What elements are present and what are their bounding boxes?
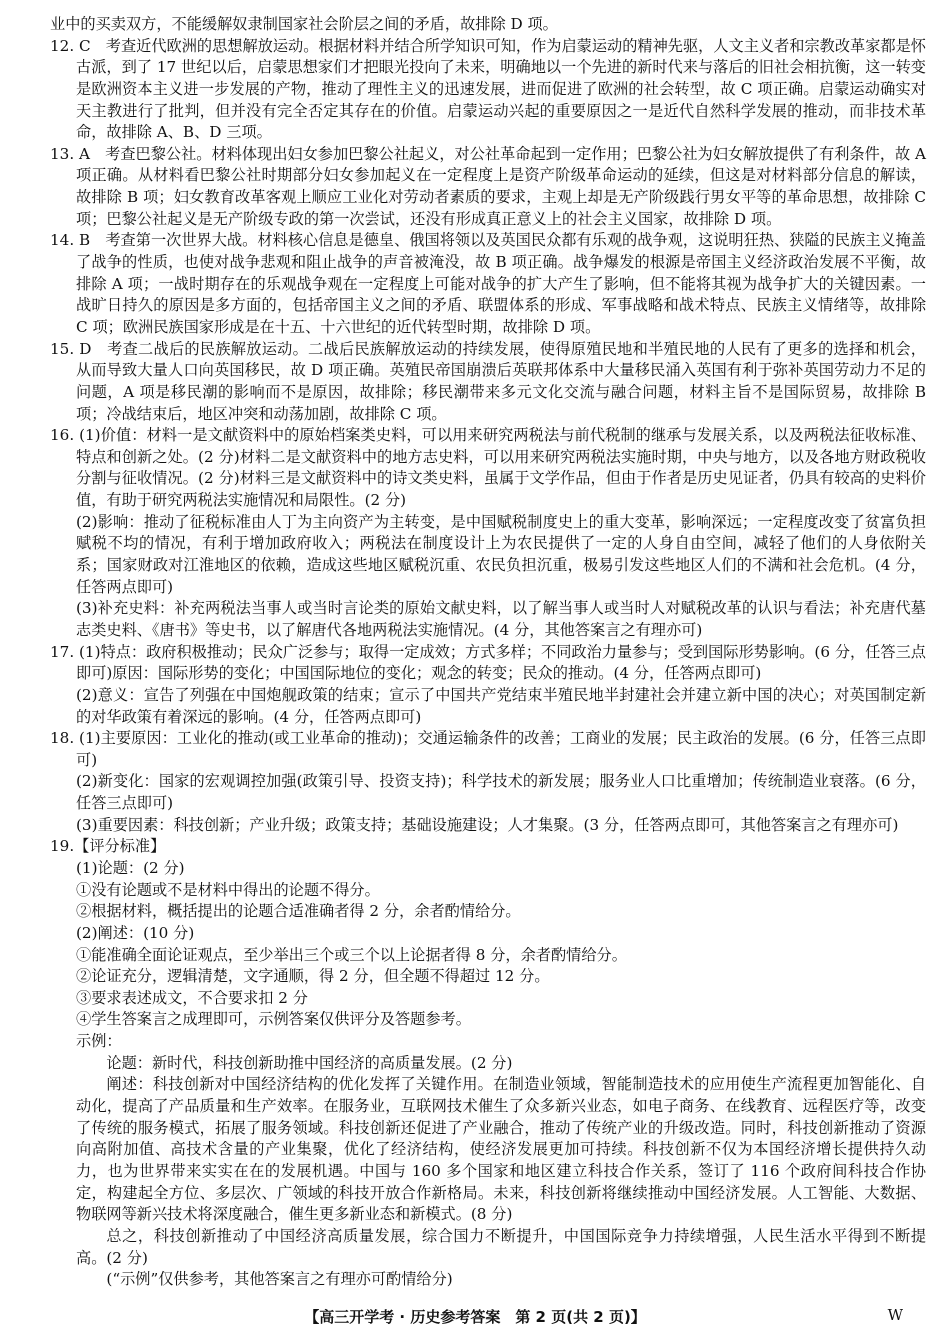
answer-19-example-summary: 总之，科技创新推动了中国经济高质量发展，综合国力不断提升，中国国际竞争力持续增强，人民生活水平得到不断提高。(2 分) bbox=[76, 1226, 926, 1267]
answer-12: 12. C 考查近代欧洲的思想解放运动。根据材料并结合所学知识可知，作为启蒙运动的精神先驱，人文主义者和宗教改革家都是怀古派，到了 17 世纪以后，启蒙思想家们才把眼光投向了未来，明确地以一个先进的新时代来与落后的旧社会相抗衡，这一转变是欧洲资本主义进一步发展的产物，推动了理性主义的迅速发展，进而促进了欧洲的社会转型，故 C 项正确。启蒙运动确实对天主教进行了批判，但并没有完全否定其存在的价值。启蒙运动兴起的重要原因之一是近代自然科学发展的推动，而非技术革命，故排除 A、B、D 三项。 bbox=[50, 36, 926, 142]
answer-19-essay-rule-2: ②论证充分，逻辑清楚，文字通顺，得 2 分，但全题不得超过 12 分。 bbox=[76, 967, 550, 986]
answer-18-part3: (3)重要因素：科技创新；产业升级；政策支持；基础设施建设；人才集聚。(3 分，任答两点即可，其他答案言之有理亦可) bbox=[76, 815, 899, 834]
answer-19-example-label: 示例： bbox=[76, 1032, 122, 1051]
answer-13: 13. A 考查巴黎公社。材料体现出妇女参加巴黎公社起义，对公社革命起到一定作用；巴黎公社为妇女解放提供了有利条件，故 A 项正确。从材料看巴黎公社时期部分妇女参加起义在一定程度上是资产阶级革命运动的延续，但这是对材料部分信息的解读，故排除 B 项；妇女教育改革客观上顺应工业化对劳动者素质的要求，主观上却是无产阶级践行男女平等的革命思想，故排除 C 项；巴黎公社起义是无产阶级专政的第一次尝试，还没有形成真正意义上的社会主义国家，故排除 D 项。 bbox=[50, 144, 926, 228]
answer-19-essay-rule-4: ④学生答案言之成理即可，示例答案仅供评分及答题参考。 bbox=[76, 1010, 471, 1029]
answer-15: 15. D 考查二战后的民族解放运动。二战后民族解放运动的持续发展，使得原殖民地和半殖民地的人民有了更多的选择和机会，从而导致大量人口向英国移民，故 D 项正确。英殖民帝国崩溃后英联邦体系中大量移民涌入英国有利于弥补英国劳动力不足的问题，A 项是移民潮的影响而不是原因，故排除；移民潮带来多元文化交流与融合问题，材料主旨不是国际贸易，故排除 B 项；冷战结束后，地区冲突和动荡加剧，故排除 C 项。 bbox=[50, 339, 926, 423]
answer-19-topic-rule-1: ①没有论题或不是材料中得出的论题不得分。 bbox=[76, 880, 380, 899]
answer-17-part1: 17. (1)特点：政府积极推动；民众广泛参与；取得一定成效；方式多样；不同政治力量参与；受到国际形势影响。(6 分，任答三点即可)原因：国际形势的变化；中国国际地位的变化；观念的转变；民众的推动。(4 分，任答两点即可) bbox=[50, 642, 926, 683]
answer-17-part2: (2)意义：宣告了列强在中国炮舰政策的结束；宣示了中国共产党结束半殖民地半封建社会并建立新中国的决心；对英国制定新的对华政策有着深远的影响。(4 分，任答两点即可) bbox=[76, 685, 926, 726]
answer-14: 14. B 考查第一次世界大战。材料核心信息是德皇、俄国将领以及英国民众都有乐观的战争观，这说明狂热、狭隘的民族主义掩盖了战争的性质，也使对战争悲观和阻止战争的声音被淹没，故 B 项正确。战争爆发的根源是帝国主义经济政治发展不平衡，故排除 A 项；一战时期存在的乐观战争观在一定程度上可能对战争的扩大产生了影响，但不能将其视为战争扩大的关键因素。一战旷日持久的原因是多方面的，包括帝国主义之间的矛盾、联盟体系的形成、军事战略和战术特点、民族主义情绪等，故排除 C 项；欧洲民族国家形成是在十五、十六世纪的近代转型时期，故排除 D 项。 bbox=[50, 231, 926, 336]
answer-key-page bbox=[50, 14, 926, 1291]
answer-16-part3: (3)补充史料：补充两税法当事人或当时言论类的原始文献史料，以了解当事人或当时人对赋税改革的认识与看法；补充唐代墓志类史料、《唐书》等史书，以了解唐代各地两税法实施情况。(4 分，其他答案言之有理亦可) bbox=[76, 599, 926, 639]
answer-19-heading: 19.【评分标准】 bbox=[50, 837, 166, 856]
answer-19-example-topic: 论题：新时代，科技创新助推中国经济的高质量发展。(2 分) bbox=[106, 1053, 513, 1072]
answer-19-essay-rule-3: ③要求表述成文，不合要求扣 2 分 bbox=[76, 988, 308, 1007]
answer-16-part2: (2)影响：推动了征税标准由人丁为主向资产为主转变，是中国赋税制度史上的重大变革，影响深远；一定程度改变了贫富负担赋税不均的情况，有利于增加政府收入；两税法在制度设计上为农民提供了一定的人身自由空间，减轻了他们的人身依附关系；国家财政对江淮地区的依赖，造成这些地区赋税沉重、农民负担沉重，极易引发这些地区人们的不满和社会危机。(4 分，任答两点即可) bbox=[76, 512, 926, 596]
footer-code: W bbox=[887, 1306, 903, 1324]
answer-19-essay-rule-1: ①能准确全面论证观点，至少举出三个或三个以上论据者得 8 分，余者酌情给分。 bbox=[76, 945, 627, 964]
footer-title: 【高三开学考 · 历史参考答案 第 2 页(共 2 页)】 bbox=[304, 1308, 646, 1326]
answer-19-note: (“示例”仅供参考，其他答案言之有理亦可酌情给分) bbox=[106, 1270, 453, 1289]
answer-16-part1: 16. (1)价值：材料一是文献资料中的原始档案类史料，可以用来研究两税法与前代税制的继承与发展关系，以及两税法征收标准、特点和创新之处。(2 分)材料二是文献资料中的地方志史料，可以用来研究两税法实施时期，中央与地方，以及各地方财政税收分割与征收情况。(2 分)材料三是文献资料中的诗文类史料，虽属于文学作品，但由于作者是历史见证者，仍具有较高的史料价值，有助于研究两税法实施情况和局限性。(2 分) bbox=[50, 426, 926, 510]
intro-continuation: 业中的买卖双方，不能缓解奴隶制国家社会阶层之间的矛盾，故排除 D 项。 bbox=[50, 15, 558, 33]
answer-18-part2: (2)新变化：国家的宏观调控加强(政策引导、投资支持)；科学技术的新发展；服务业人口比重增加；传统制造业衰落。(6 分，任答三点即可) bbox=[76, 772, 926, 813]
page-footer bbox=[0, 1306, 950, 1330]
answer-19-topic-criteria: (1)论题：(2 分) bbox=[76, 858, 185, 877]
answer-19-example-body: 阐述：科技创新对中国经济结构的优化发挥了关键作用。在制造业领域，智能制造技术的应用使生产流程更加智能化、自动化，提高了产品质量和生产效率。在服务业，互联网技术催生了众多新兴业态，如电子商务、在线教育、远程医疗等，改变了传统的服务模式，拓展了服务领域。科技创新还促进了产业融合，推动了传统产业的升级改造。同时，科技创新推动了资源向高附加值、高技术含量的产业集聚，优化了经济结构，使经济发展更加可持续。科技创新不仅为本国经济增长提供持久动力，也为世界带来实实在在的发展机遇。中国与 160 多个国家和地区建立科技合作关系，签订了 116 个政府间科技合作协定，构建起全方位、多层次、广领域的科技开放合作新格局。未来，科技创新将继续推动中国经济发展。人工智能、大数据、物联网等新兴技术将深度融合，催生更多新业态和新模式。(8 分) bbox=[76, 1075, 926, 1224]
answer-19-topic-rule-2: ②根据材料，概括提出的论题合适准确者得 2 分，余者酌情给分。 bbox=[76, 902, 521, 921]
answer-18-part1: 18. (1)主要原因：工业化的推动(或工业革命的推动)；交通运输条件的改善；工商业的发展；民主政治的发展。(6 分，任答三点即可) bbox=[50, 729, 926, 769]
answer-19-essay-criteria: (2)阐述：(10 分) bbox=[76, 923, 195, 942]
